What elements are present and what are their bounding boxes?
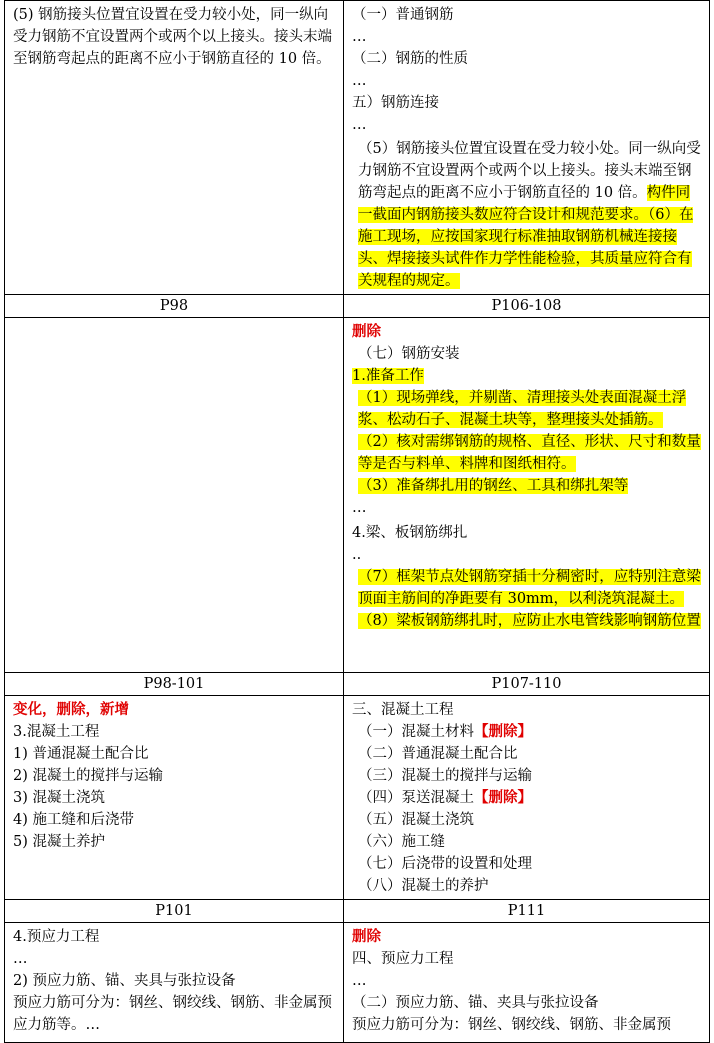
highlighted-text: （7）框架节点处钢筋穿插十分稠密时，应特别注意梁顶面主筋间的净距要有 30mm，以利浇筑混凝土。 — [358, 569, 701, 607]
list-item: 3.混凝土工程 — [13, 724, 100, 740]
old-page-ref: P101 — [5, 900, 344, 923]
new-page-ref: P107-110 — [344, 673, 710, 696]
list-item: （三）混凝土的搅拌与运输 — [358, 768, 532, 784]
highlighted-text: （1）现场弹线，并剔凿、清理接头处表面混凝土浮浆、松动石子、混凝土块等，整理接头处插筋。 — [358, 390, 687, 428]
list-item: （六）施工缝 — [358, 834, 445, 850]
list-item: 4.梁、板钢筋绑扎 — [352, 525, 468, 541]
highlighted-text: （6）在施工现场，应按国家现行标准抽取钢筋机械连接接头、焊接接头试件作力学性能检验，其质量应符合有关规程的规定。 — [358, 207, 694, 289]
list-item: … — [352, 973, 367, 989]
list-item: （二）预应力筋、锚、夹具与张拉设备 — [352, 995, 599, 1011]
old-page-ref: P98 — [5, 295, 344, 318]
old-edition-cell — [5, 696, 344, 900]
list-item — [352, 721, 704, 743]
table-row — [5, 696, 710, 900]
new-edition-cell — [344, 696, 710, 900]
new-edition-cell — [344, 1, 710, 295]
list-item: 五）钢筋连接 — [352, 95, 439, 111]
old-edition-cell — [5, 1, 344, 295]
list-item: （二）钢筋的性质 — [352, 51, 468, 67]
change-tag: 删除 — [352, 323, 381, 340]
section-heading: 四、预应力工程 — [352, 951, 454, 967]
list-item: … — [352, 117, 367, 133]
list-item: 2) 预应力筋、锚、夹具与张拉设备 — [13, 973, 236, 989]
delete-tag: 【删除】 — [474, 789, 532, 806]
highlighted-text: （3）准备绑扎用的钢丝、工具和绑扎架等 — [358, 478, 629, 494]
page-ref-row — [5, 673, 710, 696]
delete-tag: 【删除】 — [474, 723, 532, 740]
old-edition-cell — [5, 318, 344, 673]
new-edition-cell — [344, 318, 710, 673]
list-item: 4.预应力工程 — [13, 929, 100, 945]
list-item — [352, 787, 704, 809]
highlighted-text: （2）核对需绑钢筋的规格、直径、形状、尺寸和数量等是否与料单、料牌和图纸相符。 — [358, 434, 701, 472]
new-page-ref: P111 — [344, 900, 710, 923]
page-ref-row — [5, 900, 710, 923]
highlighted-text: 构件同一截面内钢筋接头数应符合设计和规范要求。 — [358, 185, 691, 223]
highlighted-text: 1.准备工作 — [352, 368, 424, 384]
list-item: （五）混凝土浇筑 — [358, 812, 474, 828]
change-tag: 删除 — [352, 928, 381, 945]
old-text: 预应力筋可分为：钢丝、钢绞线、钢筋、非金属预应力筋等。… — [13, 995, 332, 1033]
table-row — [5, 1, 710, 295]
item-text: （四）泵送混凝土 — [358, 790, 474, 806]
plain-text: （5）钢筋接头位置宜设置在受力较小处。同一纵向受力钢筋不宜设置两个或两个以上接头。接头末端至钢筋弯起点的距离不应小于钢筋直径的 10 倍。 — [358, 141, 701, 201]
list-item: （一）普通钢筋 — [352, 7, 454, 23]
list-item: 预应力筋可分为：钢丝、钢绞线、钢筋、非金属预 — [352, 1017, 671, 1033]
list-item: 4) 施工缝和后浇带 — [13, 812, 134, 828]
list-item: 3) 混凝土浇筑 — [13, 790, 105, 806]
list-item: … — [352, 500, 367, 516]
section-heading: 三、混凝土工程 — [352, 702, 454, 718]
new-text-paragraph — [352, 138, 704, 292]
old-edition-cell — [5, 923, 344, 1043]
list-item: （八）混凝土的养护 — [358, 878, 489, 894]
item-text: （一）混凝土材料 — [358, 724, 474, 740]
old-page-ref: P98-101 — [5, 673, 344, 696]
list-item: （七）钢筋安装 — [358, 346, 460, 362]
old-text: (5) 钢筋接头位置宜设置在受力较小处，同一纵向受力钢筋不宜设置两个或两个以上接头。接头末端至钢筋弯起点的距离不应小于钢筋直径的 10 倍。 — [13, 7, 332, 67]
new-page-ref: P106-108 — [344, 295, 710, 318]
list-item: … — [352, 29, 367, 45]
new-edition-cell — [344, 923, 710, 1043]
comparison-table — [4, 0, 710, 1043]
list-item: 2) 混凝土的搅拌与运输 — [13, 768, 163, 784]
page-ref-row — [5, 295, 710, 318]
list-item: … — [352, 73, 367, 89]
list-item: （二）普通混凝土配合比 — [358, 746, 518, 762]
list-item: 1) 普通混凝土配合比 — [13, 746, 149, 762]
list-item: 5) 混凝土养护 — [13, 834, 105, 850]
table-row — [5, 923, 710, 1043]
change-tag: 变化，删除，新增 — [13, 701, 129, 718]
highlighted-text: （8）梁板钢筋绑扎时，应防止水电管线影响钢筋位置 — [358, 613, 701, 629]
table-row — [5, 318, 710, 673]
list-item: （七）后浇带的设置和处理 — [358, 856, 532, 872]
list-item: … — [13, 951, 28, 967]
list-item: .. — [352, 547, 362, 563]
